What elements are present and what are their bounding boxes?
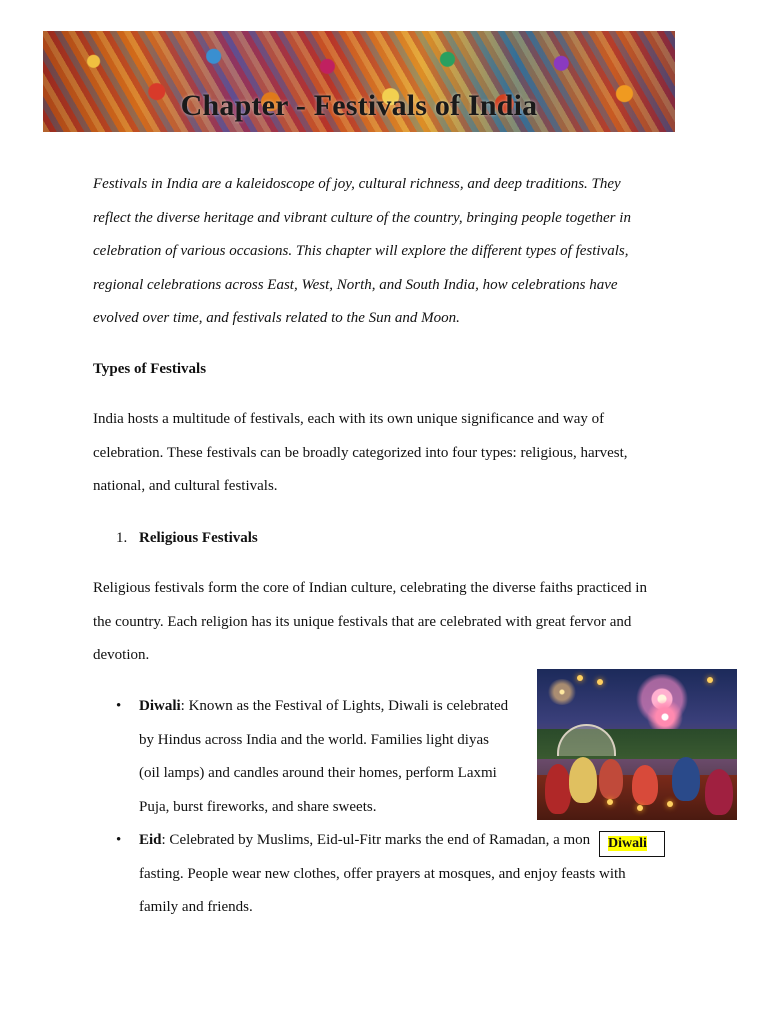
religious-heading (116, 530, 258, 547)
bullet-marker: • (116, 698, 122, 714)
diya (667, 801, 673, 807)
person (705, 769, 733, 815)
list-number: 1. (116, 530, 128, 546)
diwali-line: (oil lamps) and candles around their homes, perform Laxmi (139, 765, 497, 782)
intro-paragraph (93, 168, 673, 336)
eid-term: Eid (139, 832, 162, 848)
eid-text: : Celebrated by Muslims, Eid-ul-Fitr marks the end of Ramadan, a mon (161, 832, 591, 848)
diya (607, 799, 613, 805)
photo-caption (599, 831, 665, 857)
intro-line: regional celebrations across East, West, North, and South India, how celebrations have (93, 276, 618, 293)
diwali-bullet (139, 690, 508, 824)
eid-first-line (139, 824, 609, 858)
types-heading: Types of Festivals (93, 361, 207, 377)
diya (637, 805, 643, 811)
chapter-title: Chapter - Festivals of India (180, 89, 538, 122)
religious-line: devotion. (93, 647, 150, 664)
diwali-line: by Hindus across India and the world. Families light diyas (139, 731, 489, 748)
types-line: celebration. These festivals can be broadly categorized into four types: religious, harvest, (93, 444, 628, 461)
intro-line: evolved over time, and festivals related to the Sun and Moon. (93, 310, 460, 327)
diwali-text: : Known as the Festival of Lights, Diwali is celebrated (180, 698, 509, 714)
string-light (707, 677, 713, 683)
religious-heading-label: Religious Festivals (139, 530, 258, 546)
bullet-marker: • (116, 832, 122, 848)
diwali-line: Puja, burst fireworks, and share sweets. (139, 798, 377, 815)
types-line: national, and cultural festivals. (93, 478, 278, 495)
string-light (577, 675, 583, 681)
religious-paragraph (93, 572, 673, 673)
caption-text: Diwali (608, 836, 647, 851)
types-paragraph (93, 403, 673, 504)
religious-line: the country. Each religion has its unique festivals that are celebrated with great fervor and (93, 613, 632, 630)
diwali-term: Diwali (139, 698, 181, 714)
diwali-photo (537, 669, 737, 820)
types-line: India hosts a multitude of festivals, each with its own unique significance and way of (93, 411, 605, 427)
intro-line: celebration of various occasions. This chapter will explore the different types of festivals, (93, 243, 629, 260)
person (545, 764, 571, 814)
person (672, 757, 700, 801)
string-light (597, 679, 603, 685)
intro-line: Festivals in India are a kaleidoscope of joy, cultural richness, and deep traditions. They (93, 176, 621, 192)
eid-line: family and friends. (139, 899, 253, 916)
diwali-first-line (139, 690, 508, 724)
eid-bullet (139, 824, 626, 925)
person (599, 759, 623, 799)
firework (547, 679, 577, 705)
person (569, 757, 597, 803)
chapter-banner (43, 31, 675, 132)
eid-line: fasting. People wear new clothes, offer prayers at mosques, and enjoy feasts with (139, 865, 626, 882)
person (632, 765, 658, 805)
intro-line: reflect the diverse heritage and vibrant culture of the country, bringing people together in (93, 209, 631, 226)
religious-line: Religious festivals form the core of Indian culture, celebrating the diverse faiths practiced in (93, 580, 647, 596)
